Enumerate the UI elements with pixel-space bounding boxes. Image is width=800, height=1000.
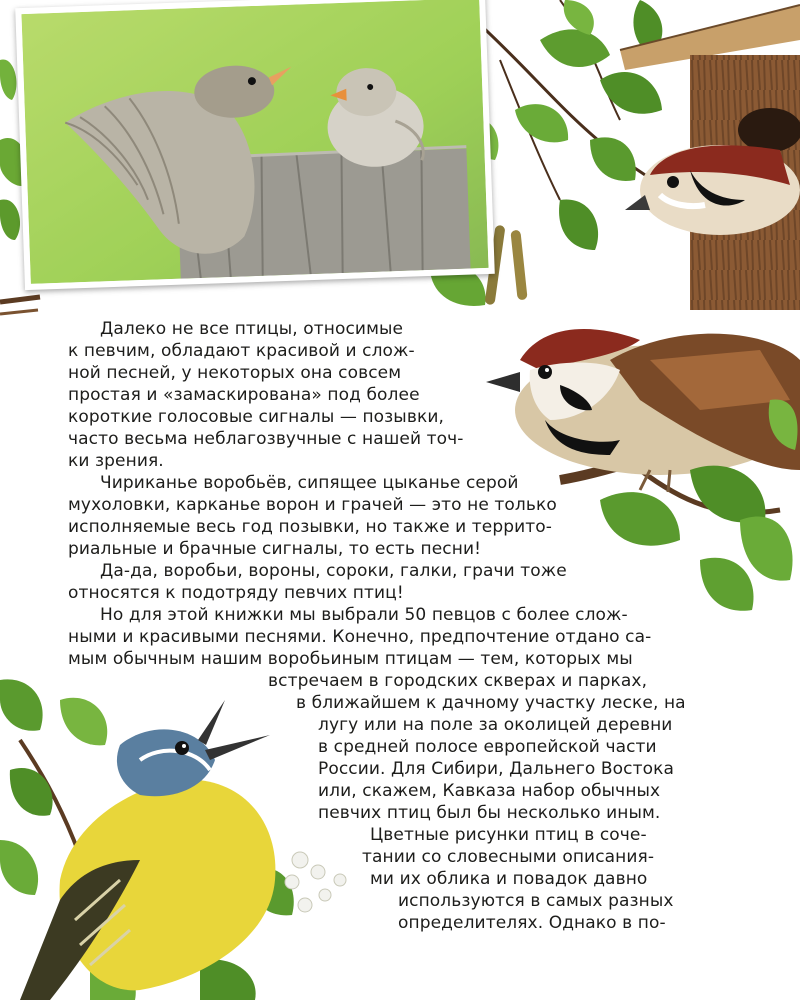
text-line: Далеко не все птицы, относимые [100, 319, 404, 339]
text-line: Но для этой книжки мы выбрали 50 певцов с более слож- [100, 605, 628, 625]
text-line: используются в самых разных [398, 891, 674, 911]
text-line: определителях. Однако в по- [398, 913, 666, 933]
text-line: ки зрения. [68, 451, 164, 471]
text-line: или, скажем, Кавказа набор обычных [318, 781, 661, 801]
text-line: ми их облика и повадок давно [370, 869, 648, 889]
text-line: к певчим, обладают красивой и слож- [68, 341, 415, 361]
text-line: встречаем в городских скверах и парках, [268, 671, 648, 691]
text-line: певчих птиц был бы несколько иным. [318, 803, 661, 823]
text-line: Да-да, воробьи, вороны, сороки, галки, грачи тоже [100, 561, 567, 581]
text-line: относятся к подотряду певчих птиц! [68, 583, 404, 603]
text-line: короткие голосовые сигналы — позывки, [68, 407, 444, 427]
text-line: исполняемые весь год позывки, но также и террито- [68, 517, 553, 537]
text-line: мухоловки, карканье ворон и грачей — это не только [68, 495, 557, 515]
text-line: мым обычным нашим воробьиным птицам — тем, которых мы [68, 649, 633, 669]
text-line: ными и красивыми песнями. Конечно, предпочтение отдано са- [68, 627, 652, 647]
text-line: лугу или на поле за околицей деревни [318, 715, 673, 735]
text-line: простая и «замаскирована» под более [68, 385, 420, 405]
text-line: России. Для Сибири, Дальнего Востока [318, 759, 675, 779]
text-line: в ближайшем к дачному участку леске, на [296, 693, 686, 713]
text-line: в средней полосе европейской части [318, 737, 657, 757]
text-line: часто весьма неблагозвучные с нашей точ- [68, 429, 464, 449]
text-line: Чириканье воробьёв, сипящее цыканье серой [100, 473, 519, 493]
text-line: риальные и брачные сигналы, то есть песни! [68, 539, 482, 559]
text-line: Цветные рисунки птиц в сочe- [370, 825, 647, 845]
text-line: тании со словесными описания- [362, 847, 655, 867]
text-line: ной песней, у некоторых она совсем [68, 363, 402, 383]
